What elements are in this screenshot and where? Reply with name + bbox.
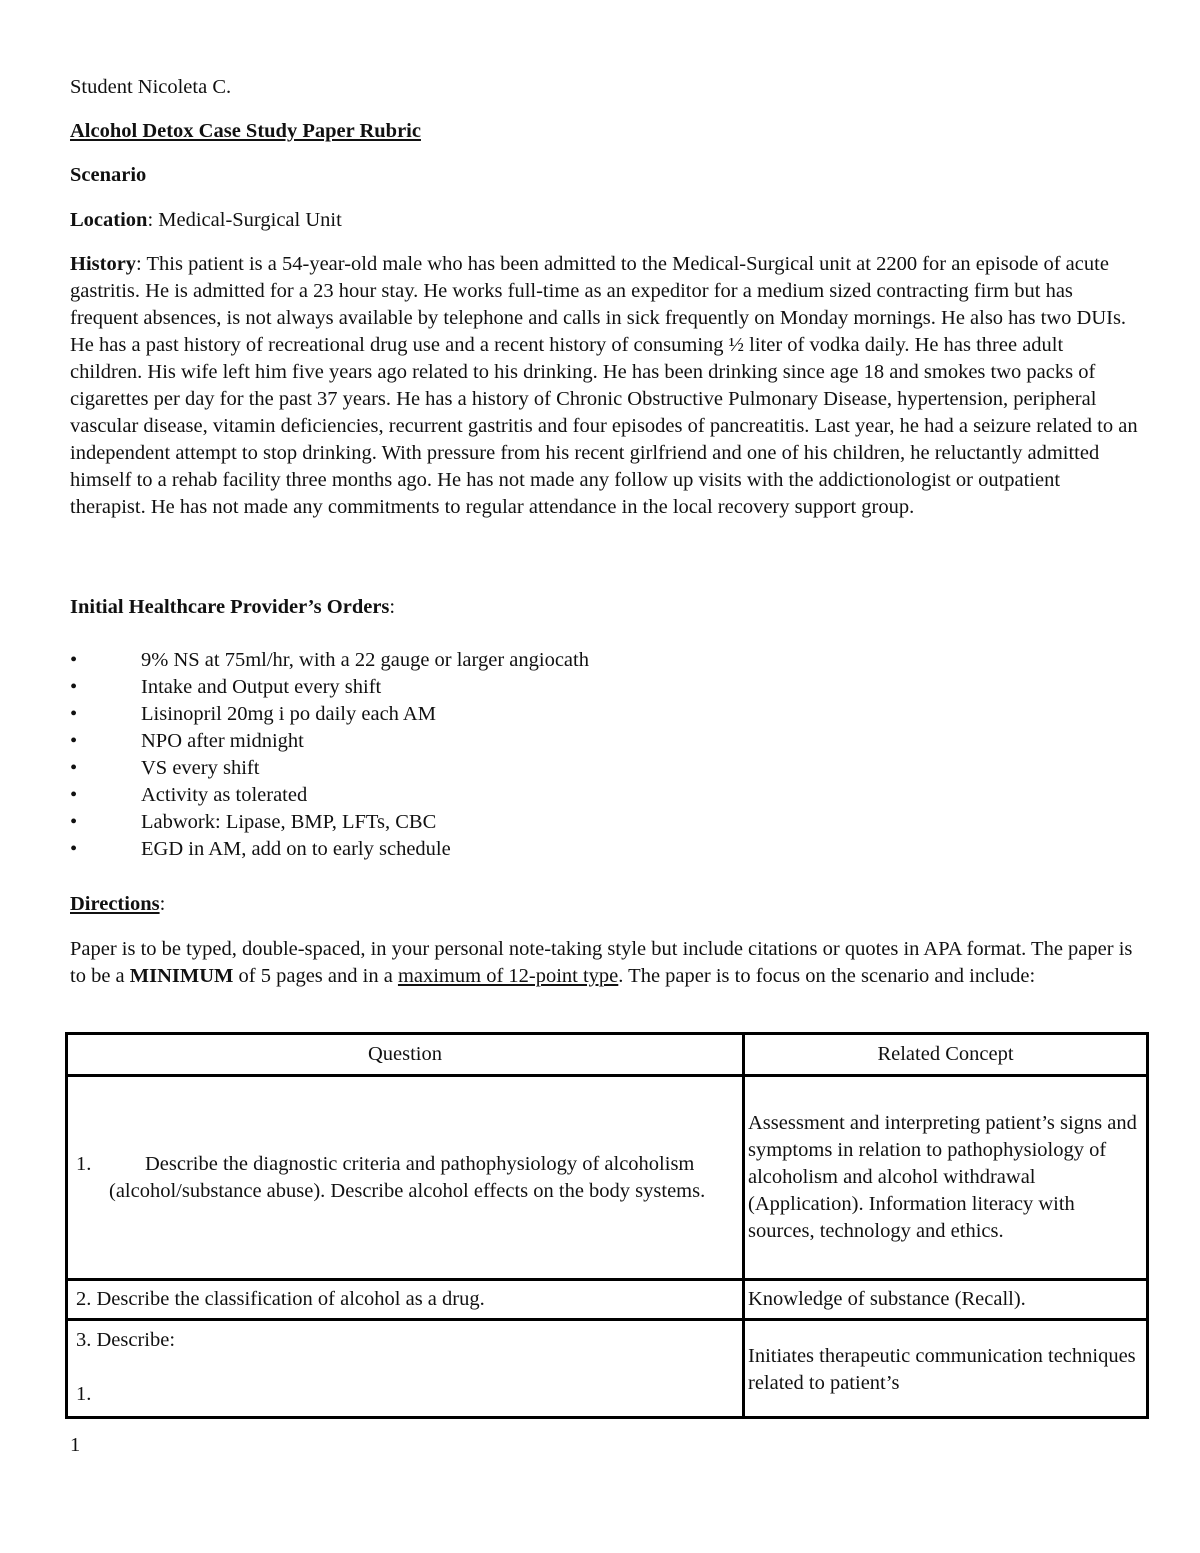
history-section: [70, 251, 1140, 521]
concept-cell: Initiates therapeutic communication techniques related to patient’s: [744, 1320, 1148, 1418]
question-number: 1.: [76, 1152, 92, 1175]
column-header-question: Question: [67, 1034, 744, 1076]
orders-heading: [70, 594, 395, 621]
table-header-row: [67, 1034, 1148, 1076]
sub-item-number: 1.: [76, 1383, 92, 1405]
rubric-table: [65, 1032, 1149, 1419]
concept-cell: Assessment and interpreting patient’s signs and symptoms in relation to pathophysiology of alcoholism and alcohol withdrawal (Application). Information literacy with sources, technology and ethics.: [744, 1076, 1148, 1280]
table-row: [67, 1076, 1148, 1280]
orders-label: Initial Healthcare Provider’s Orders: [70, 596, 390, 618]
directions-minimum: MINIMUM: [129, 965, 234, 987]
directions-part3: . The paper is to focus on the scenario and include:: [618, 965, 1036, 987]
history-paragraph: [70, 251, 1140, 521]
order-text: VS every shift: [141, 757, 260, 779]
document-title: Alcohol Detox Case Study Paper Rubric: [70, 120, 421, 142]
order-text: Intake and Output every shift: [141, 676, 382, 698]
bullet-icon: •: [70, 649, 78, 671]
location-value: : Medical-Surgical Unit: [147, 209, 342, 231]
order-text: 9% NS at 75ml/hr, with a 22 gauge or larger angiocath: [141, 649, 589, 671]
directions-heading: [70, 891, 165, 918]
question-cell: 2. Describe the classification of alcohol as a drug.: [67, 1280, 744, 1320]
bullet-icon: •: [70, 730, 78, 752]
directions-label: Directions: [70, 893, 160, 915]
bullet-icon: •: [70, 784, 78, 806]
location-line: [70, 207, 342, 234]
bullet-icon: •: [70, 757, 78, 779]
location-label: Location: [70, 209, 148, 231]
directions-part1: Paper is to be typed, double-spaced, in your personal note-taking style but include citations or quotes in APA format. The paper is to be a: [70, 938, 1133, 987]
question-text: Describe the diagnostic criteria and pathophysiology of alcoholism (alcohol/substance abuse). Describe alcohol effects on the body systems.: [109, 1152, 706, 1202]
order-text: EGD in AM, add on to early schedule: [141, 838, 451, 860]
order-text: NPO after midnight: [141, 730, 304, 752]
question-cell: [67, 1076, 744, 1280]
orders-colon: :: [389, 596, 396, 618]
history-text: : This patient is a 54-year-old male who has been admitted to the Medical-Surgical unit at 2200 for an episode of acute gastritis. He is admitted for a 23 hour stay. He works full-time as an expeditor for a medium sized contracting firm but has frequent absences, is not always available by telephone and calls in sick frequently on Monday mornings. He also has two DUIs. He has a past history of recreational drug use and a recent history of consuming ½ liter of vodka daily. He has three adult children. His wife left him five years ago related to his drinking. He has been drinking since age 18 and smokes two packs of cigarettes per day for the past 37 years. He has a history of Chronic Obstructive Pulmonary Disease, hypertension, peripheral vascular disease, vitamin deficiencies, recurrent gastritis and four episodes of pancreatitis. Last year, he had a seizure related to an independent attempt to stop drinking. With pressure from his recent girlfriend and one of his children, he reluctantly admitted himself to a rehab facility three months ago. He has not made any follow up visits with the addictionologist or outpatient therapist. He has not made any commitments to regular attendance in the local recovery support group.: [70, 253, 1138, 518]
history-label: History: [70, 253, 137, 275]
order-text: Activity as tolerated: [141, 784, 308, 806]
student-name: Student Nicoleta C.: [70, 76, 232, 98]
bullet-icon: •: [70, 703, 78, 725]
page-number: 1: [70, 1434, 81, 1456]
scenario-heading: Scenario: [70, 164, 147, 186]
column-header-concept: Related Concept: [744, 1034, 1148, 1076]
directions-part2: of 5 pages and in a: [233, 965, 398, 987]
question-1: [76, 1151, 732, 1205]
bullet-icon: •: [70, 838, 78, 860]
directions-max-type: maximum of 12-point type: [397, 965, 619, 987]
table-row: [67, 1320, 1148, 1418]
order-text: Lisinopril 20mg i po daily each AM: [141, 703, 436, 725]
directions-colon: :: [159, 893, 166, 915]
table-row: [67, 1280, 1148, 1320]
question-text: 3. Describe:: [76, 1329, 176, 1351]
bullet-icon: •: [70, 676, 78, 698]
concept-cell: Knowledge of substance (Recall).: [744, 1280, 1148, 1320]
question-cell: [67, 1320, 744, 1418]
bullet-icon: •: [70, 811, 78, 833]
directions-paragraph: [70, 936, 1140, 990]
order-text: Labwork: Lipase, BMP, LFTs, CBC: [141, 811, 437, 833]
directions-text: [70, 936, 1140, 990]
